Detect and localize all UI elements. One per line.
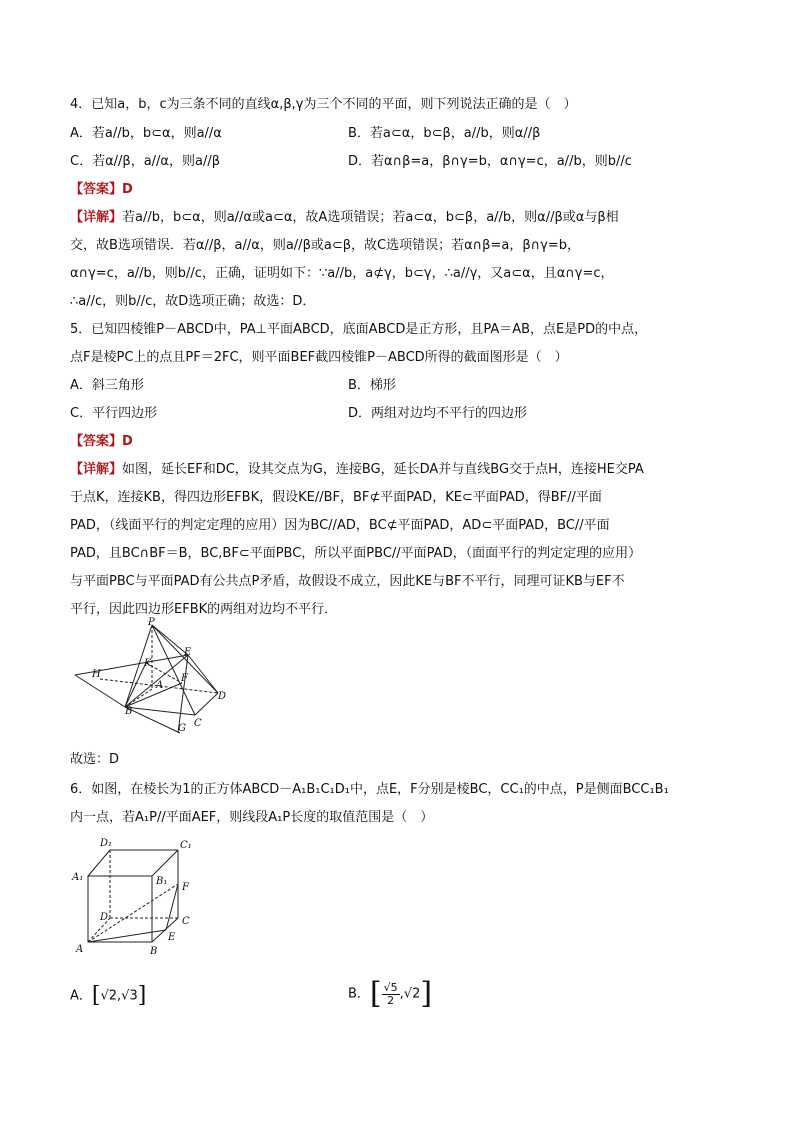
q6-option-b-tail: ,√2: [399, 986, 421, 1002]
q4-option-d: D．若α∩β=a，β∩γ=b，α∩γ=c，a//b，则b//c: [348, 154, 632, 169]
q6-option-b-numerator: √5: [383, 980, 398, 994]
q4-detail-2: 交，故B选项错误．若α//β，a//α，则a//β或a⊂β，故C选项错误；若α∩β=a，β∩γ=b，: [70, 238, 580, 253]
q6-option-b-label: B．: [348, 986, 370, 1002]
q4-answer: [70, 180, 730, 200]
q4-answer-label: 【答案】: [70, 182, 123, 197]
q5-stem-2: 点F是棱PC上的点且PF＝2FC，则平面BEF截四棱锥P－ABCD所得的截面图形是（ ）: [70, 350, 568, 365]
q6-option-b-fraction: [382, 982, 400, 1007]
label-a1: A₁: [72, 872, 84, 883]
line-bg: [125, 707, 180, 733]
q4-detail-label: 【详解】: [70, 210, 123, 225]
q4-detail-3: α∩γ=c，a//b，则b//c，正确，证明如下：∵a//b，a⊄γ，b⊂γ，∴a//γ，又a⊂α，且α∩γ=c，: [70, 266, 614, 281]
q6-stem-1: 6．如图，在棱长为1的正方体ABCD－A₁B₁C₁D₁中，点E，F分别是棱BC，CC₁的中点，P是侧面BCC₁B₁: [70, 782, 669, 797]
edge-cd: [195, 693, 218, 715]
q4-detail-1: [70, 208, 730, 228]
edge-ed: [188, 655, 218, 693]
label-b1: B₁: [156, 876, 168, 887]
q5-detail-3: PAD，（线面平行的判定定理的应用）因为BC//AD，BC⊄平面PAD，AD⊂平面PAD，BC//平面: [70, 518, 610, 533]
q4-stem: 4．已知a，b，c为三条不同的直线α,β,γ为三个不同的平面，则下列说法正确的是（ ）: [70, 97, 577, 112]
q6-option-b-close-bracket: ]: [420, 976, 433, 1011]
label-b: B: [150, 946, 158, 957]
label-e: E: [184, 647, 192, 658]
q6-option-a-close-bracket: ]: [137, 983, 147, 1008]
edge-b1c1: [152, 850, 178, 876]
label-c1: C₁: [180, 840, 192, 851]
q6-option-b: [348, 972, 728, 1016]
face-front: [88, 876, 152, 942]
q5-detail-2: 于点K，连接KB，得四边形EFBK，假设KE//BF，BF⊄平面PAD，KE⊂平面PAD，得BF//平面: [70, 490, 602, 505]
label-d1: D₁: [100, 838, 113, 849]
line-bf: [125, 683, 182, 707]
q6-option-a: [70, 978, 340, 1014]
edge-pe: [152, 625, 188, 655]
line-eg: [178, 655, 188, 733]
label-f: F: [181, 673, 188, 684]
label-a: A: [76, 944, 84, 955]
q5-detail-text-1: 如图，延长EF和DC，设其交点为G，连接BG，延长DA并与直线BG交于点H，连接HE交PA: [122, 462, 644, 477]
q5-detail-label: 【详解】: [70, 462, 123, 477]
edge-bc: [125, 707, 195, 715]
label-d: D: [218, 691, 227, 702]
q5-option-b: B．梯形: [348, 378, 396, 393]
label-c: C: [182, 916, 190, 927]
q5-detail-6: 平行，因此四边形EFBK的两组对边均不平行．: [70, 602, 338, 617]
q5-choose: 故选：D: [70, 752, 120, 767]
label-c: C: [194, 718, 202, 729]
q4-detail-4: ∴a//c，则b//c，故D选项正确；故选：D．: [70, 294, 316, 309]
q4-option-a: A．若a//b，b⊂α，则a//α: [70, 126, 222, 141]
q4-option-b: B．若a⊂α，b⊂β，a//b，则α//β: [348, 126, 541, 141]
edge-a1d1: [88, 850, 110, 876]
label-a: A: [156, 680, 164, 691]
label-f: F: [182, 882, 189, 893]
q6-option-a-value: √2,√3: [100, 988, 138, 1004]
q5-answer-label: 【答案】: [70, 434, 123, 449]
label-g: G: [178, 723, 186, 734]
q6-option-b-denominator: 2: [387, 993, 395, 1007]
q5-answer-value: D: [122, 434, 133, 449]
label-b: B: [125, 706, 133, 717]
q5-answer: [70, 432, 730, 452]
label-h: H: [92, 669, 101, 680]
pyramid-diagram: [70, 615, 240, 745]
label-e: E: [168, 932, 176, 943]
q6-option-a-label: A．: [70, 988, 92, 1004]
q5-option-a: A．斜三角形: [70, 378, 144, 393]
edge-pc: [152, 625, 195, 715]
q5-stem-1: 5．已知四棱锥P－ABCD中，PA⊥平面ABCD，底面ABCD是正方形，且PA＝AB，点E是PD的中点，: [70, 322, 648, 337]
label-k: K: [144, 658, 152, 669]
label-p: P: [148, 617, 155, 628]
q6-stem-2: 内一点，若A₁P//平面AEF，则线段A₁P长度的取值范围是（ ）: [70, 810, 434, 825]
q4-detail-text-1: 若a//b，b⊂α，则a//α或a⊂α，故A选项错误；若a⊂α，b⊂β，a//b，则α//β或α与β相: [122, 210, 619, 225]
q6-option-b-open-bracket: [: [369, 976, 382, 1011]
q6-option-a-open-bracket: [: [91, 983, 101, 1008]
q5-option-c: C．平行四边形: [70, 406, 158, 421]
label-d: D: [100, 912, 109, 923]
q5-detail-4: PAD，且BC∩BF＝B，BC,BF⊂平面PBC，所以平面PBC//平面PAD，（面面平行的判定定理的应用）: [70, 546, 642, 561]
q5-option-d: D．两组对边均不平行的四边形: [348, 406, 528, 421]
q5-detail-5: 与平面PBC与平面PAD有公共点P矛盾，故假设不成立，因此KE与BF不平行，同理可证KB与EF不: [70, 574, 625, 589]
q4-answer-value: D: [122, 182, 133, 197]
cube-diagram: [70, 832, 210, 962]
q4-option-c: C．若α//β，a//α，则a//β: [70, 154, 221, 169]
q5-detail-1: [70, 460, 730, 480]
